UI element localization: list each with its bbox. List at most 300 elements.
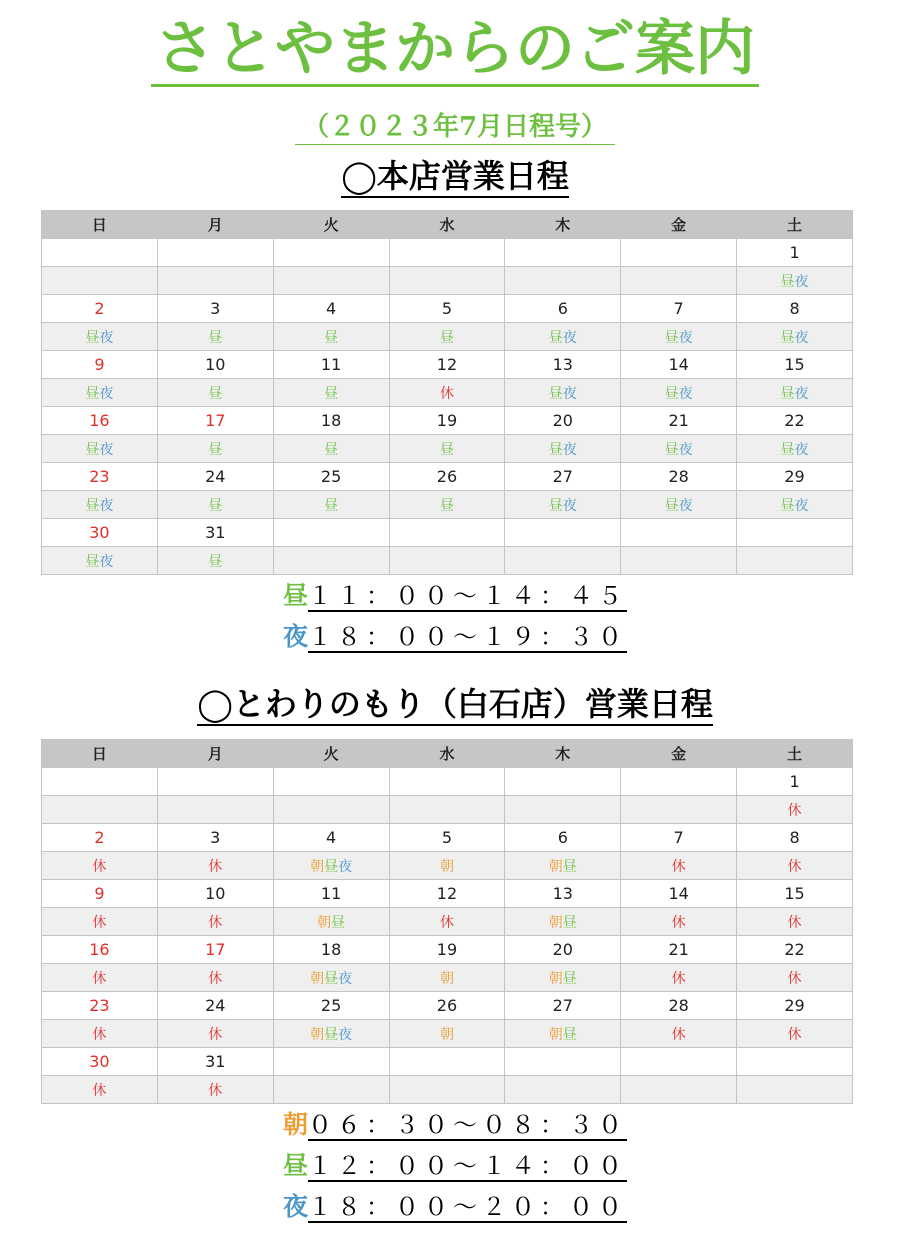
date-cell: 25 — [273, 463, 389, 491]
date-cell: 28 — [621, 992, 737, 1020]
hours-line — [0, 1191, 910, 1232]
morning-slot: 朝 — [310, 1026, 325, 1043]
dinner-slot: 夜 — [338, 858, 353, 875]
lunch-slot: 昼 — [439, 329, 454, 346]
date-cell — [42, 239, 158, 267]
date-cell: 31 — [157, 1048, 273, 1076]
honten-heading — [0, 156, 910, 198]
date-cell — [505, 239, 621, 267]
slot-cell — [505, 491, 621, 519]
date-cell: 22 — [737, 936, 853, 964]
slot-cell — [389, 908, 505, 936]
slot-cell — [42, 267, 158, 295]
date-row — [42, 519, 853, 547]
date-cell: 23 — [42, 463, 158, 491]
slot-row — [42, 1020, 853, 1048]
slot-cell — [273, 491, 389, 519]
slot-row — [42, 796, 853, 824]
slot-cell — [42, 379, 158, 407]
closed-slot: 休 — [92, 1082, 107, 1099]
issue-subtitle-text: （２０２３年7月日程号） — [295, 110, 615, 145]
slot-cell — [157, 1020, 273, 1048]
slot-cell — [42, 908, 158, 936]
closed-slot: 休 — [787, 1026, 802, 1043]
weekday-header: 木 — [505, 740, 621, 768]
lunch-slot: 昼 — [324, 385, 339, 402]
slot-cell — [737, 1020, 853, 1048]
morning-slot: 朝 — [548, 914, 563, 931]
slot-cell — [157, 379, 273, 407]
date-cell — [505, 1048, 621, 1076]
lunch-slot: 昼 — [780, 329, 795, 346]
slot-cell — [621, 323, 737, 351]
slot-cell — [42, 1020, 158, 1048]
slot-row — [42, 379, 853, 407]
lunch-slot: 昼 — [208, 329, 223, 346]
date-cell: 4 — [273, 295, 389, 323]
closed-slot: 休 — [208, 970, 223, 987]
slot-cell — [389, 852, 505, 880]
slot-cell — [157, 1076, 273, 1104]
slot-cell — [157, 435, 273, 463]
date-cell: 12 — [389, 880, 505, 908]
honten-calendar — [41, 210, 853, 575]
date-cell — [389, 519, 505, 547]
date-cell: 2 — [42, 824, 158, 852]
date-cell: 26 — [389, 463, 505, 491]
lunch-slot: 昼 — [548, 385, 563, 402]
page-title — [0, 14, 910, 88]
lunch-slot: 昼 — [562, 914, 577, 931]
hours-label: 朝 — [282, 1110, 308, 1139]
date-row — [42, 992, 853, 1020]
hours-line — [0, 1109, 910, 1150]
hours-time: １８：００～１９：３０ — [308, 623, 627, 651]
lunch-slot: 昼 — [324, 329, 339, 346]
slot-cell — [621, 852, 737, 880]
slot-cell — [505, 1076, 621, 1104]
honten-hours — [0, 580, 910, 662]
slot-row — [42, 323, 853, 351]
date-cell — [389, 239, 505, 267]
weekday-header: 水 — [389, 211, 505, 239]
weekday-header: 日 — [42, 211, 158, 239]
date-cell — [273, 768, 389, 796]
lunch-slot: 昼 — [208, 441, 223, 458]
hours-line-inner — [283, 621, 627, 653]
slot-cell — [273, 379, 389, 407]
date-cell: 29 — [737, 463, 853, 491]
date-cell: 1 — [737, 768, 853, 796]
dinner-slot: 夜 — [338, 1026, 353, 1043]
date-cell: 9 — [42, 351, 158, 379]
slot-cell — [737, 379, 853, 407]
slot-row — [42, 908, 853, 936]
morning-slot: 朝 — [439, 1026, 454, 1043]
date-cell — [621, 239, 737, 267]
slot-cell — [737, 1076, 853, 1104]
date-cell: 11 — [273, 880, 389, 908]
closed-slot: 休 — [208, 914, 223, 931]
dinner-slot: 夜 — [562, 497, 577, 514]
lunch-slot: 昼 — [324, 970, 339, 987]
date-row — [42, 239, 853, 267]
morning-slot: 朝 — [439, 858, 454, 875]
date-cell: 30 — [42, 1048, 158, 1076]
date-cell: 6 — [505, 824, 621, 852]
hours-line-inner — [283, 1109, 627, 1141]
slot-cell — [737, 796, 853, 824]
lunch-slot: 昼 — [208, 497, 223, 514]
slot-cell — [621, 1020, 737, 1048]
date-cell — [42, 768, 158, 796]
slot-cell — [505, 964, 621, 992]
lunch-slot: 昼 — [562, 970, 577, 987]
slot-cell — [157, 908, 273, 936]
date-cell: 27 — [505, 463, 621, 491]
slot-row — [42, 435, 853, 463]
date-cell: 18 — [273, 936, 389, 964]
date-cell — [621, 1048, 737, 1076]
dinner-slot: 夜 — [562, 329, 577, 346]
closed-slot: 休 — [208, 858, 223, 875]
date-cell: 19 — [389, 936, 505, 964]
date-cell: 20 — [505, 936, 621, 964]
dinner-slot: 夜 — [562, 385, 577, 402]
date-cell — [273, 1048, 389, 1076]
slot-cell — [621, 491, 737, 519]
date-cell — [157, 768, 273, 796]
slot-cell — [157, 547, 273, 575]
dinner-slot: 夜 — [794, 273, 809, 290]
lunch-slot: 昼 — [85, 553, 100, 570]
date-row — [42, 824, 853, 852]
slot-cell — [273, 547, 389, 575]
morning-slot: 朝 — [548, 1026, 563, 1043]
closed-slot: 休 — [439, 385, 454, 402]
date-cell: 16 — [42, 936, 158, 964]
slot-cell — [157, 323, 273, 351]
lunch-slot: 昼 — [85, 441, 100, 458]
lunch-slot: 昼 — [85, 385, 100, 402]
morning-slot: 朝 — [439, 970, 454, 987]
slot-cell — [389, 491, 505, 519]
slot-cell — [505, 908, 621, 936]
date-cell: 19 — [389, 407, 505, 435]
dinner-slot: 夜 — [99, 385, 114, 402]
honten-heading-text: ◯本店営業日程 — [341, 156, 569, 198]
date-row — [42, 407, 853, 435]
date-cell: 11 — [273, 351, 389, 379]
date-cell: 17 — [157, 936, 273, 964]
slot-cell — [157, 491, 273, 519]
date-cell: 24 — [157, 463, 273, 491]
date-cell: 28 — [621, 463, 737, 491]
date-cell: 6 — [505, 295, 621, 323]
slot-row — [42, 267, 853, 295]
closed-slot: 休 — [787, 970, 802, 987]
date-cell — [505, 768, 621, 796]
closed-slot: 休 — [671, 1026, 686, 1043]
date-cell: 14 — [621, 880, 737, 908]
slot-cell — [273, 796, 389, 824]
page-title-text: さとやまからのご案内 — [151, 14, 759, 87]
slot-cell — [737, 435, 853, 463]
slot-cell — [621, 379, 737, 407]
lunch-slot: 昼 — [324, 1026, 339, 1043]
date-cell: 10 — [157, 351, 273, 379]
slot-cell — [273, 1076, 389, 1104]
date-cell — [737, 519, 853, 547]
hours-time: ０６：３０～０８：３０ — [308, 1111, 627, 1139]
weekday-header: 火 — [273, 740, 389, 768]
hours-line-inner — [283, 1191, 627, 1223]
slot-cell — [273, 323, 389, 351]
date-cell: 23 — [42, 992, 158, 1020]
date-row — [42, 768, 853, 796]
dinner-slot: 夜 — [562, 441, 577, 458]
lunch-slot: 昼 — [208, 385, 223, 402]
slot-cell — [737, 323, 853, 351]
date-cell: 17 — [157, 407, 273, 435]
slot-cell — [505, 379, 621, 407]
date-cell — [621, 519, 737, 547]
closed-slot: 休 — [671, 970, 686, 987]
slot-cell — [42, 796, 158, 824]
slot-cell — [389, 1076, 505, 1104]
weekday-header: 金 — [621, 740, 737, 768]
date-row — [42, 1048, 853, 1076]
hours-line-inner — [283, 1150, 627, 1182]
slot-cell — [389, 267, 505, 295]
hours-line — [0, 1150, 910, 1191]
slot-cell — [505, 796, 621, 824]
date-cell — [389, 1048, 505, 1076]
lunch-slot: 昼 — [324, 858, 339, 875]
date-cell: 10 — [157, 880, 273, 908]
lunch-slot: 昼 — [85, 497, 100, 514]
slot-cell — [273, 852, 389, 880]
date-cell: 31 — [157, 519, 273, 547]
weekday-header: 土 — [737, 740, 853, 768]
slot-cell — [389, 1020, 505, 1048]
slot-cell — [505, 1020, 621, 1048]
weekday-header: 火 — [273, 211, 389, 239]
date-cell: 22 — [737, 407, 853, 435]
closed-slot: 休 — [92, 970, 107, 987]
dinner-slot: 夜 — [99, 441, 114, 458]
lunch-slot: 昼 — [85, 329, 100, 346]
date-cell: 26 — [389, 992, 505, 1020]
slot-cell — [505, 852, 621, 880]
hours-time: １２：００～１４：００ — [308, 1152, 627, 1180]
slot-cell — [42, 1076, 158, 1104]
date-cell: 21 — [621, 407, 737, 435]
dinner-slot: 夜 — [794, 329, 809, 346]
date-cell: 18 — [273, 407, 389, 435]
date-cell: 5 — [389, 824, 505, 852]
date-cell: 3 — [157, 824, 273, 852]
slot-cell — [621, 435, 737, 463]
slot-row — [42, 852, 853, 880]
date-cell: 20 — [505, 407, 621, 435]
hours-line-inner — [283, 580, 627, 612]
closed-slot: 休 — [787, 858, 802, 875]
slot-cell — [389, 323, 505, 351]
shiroishi-hours — [0, 1109, 910, 1232]
slot-cell — [505, 435, 621, 463]
hours-label: 夜 — [282, 622, 308, 651]
slot-row — [42, 1076, 853, 1104]
slot-cell — [621, 908, 737, 936]
lunch-slot: 昼 — [439, 497, 454, 514]
hours-label: 夜 — [282, 1192, 308, 1221]
lunch-slot: 昼 — [562, 1026, 577, 1043]
date-cell: 15 — [737, 880, 853, 908]
lunch-slot: 昼 — [562, 858, 577, 875]
morning-slot: 朝 — [310, 970, 325, 987]
slot-cell — [273, 964, 389, 992]
closed-slot: 休 — [439, 914, 454, 931]
morning-slot: 朝 — [317, 914, 332, 931]
closed-slot: 休 — [787, 802, 802, 819]
slot-cell — [621, 267, 737, 295]
lunch-slot: 昼 — [664, 441, 679, 458]
slot-cell — [42, 964, 158, 992]
dinner-slot: 夜 — [794, 497, 809, 514]
slot-cell — [621, 547, 737, 575]
slot-cell — [737, 964, 853, 992]
lunch-slot: 昼 — [548, 441, 563, 458]
slot-cell — [505, 267, 621, 295]
date-cell: 4 — [273, 824, 389, 852]
closed-slot: 休 — [208, 1082, 223, 1099]
issue-subtitle — [0, 110, 910, 145]
slot-cell — [389, 435, 505, 463]
slot-cell — [389, 796, 505, 824]
closed-slot: 休 — [92, 1026, 107, 1043]
morning-slot: 朝 — [548, 858, 563, 875]
date-cell: 13 — [505, 351, 621, 379]
date-cell: 14 — [621, 351, 737, 379]
shiroishi-calendar — [41, 739, 853, 1104]
date-cell: 1 — [737, 239, 853, 267]
morning-slot: 朝 — [310, 858, 325, 875]
date-cell: 2 — [42, 295, 158, 323]
date-cell: 16 — [42, 407, 158, 435]
hours-line — [0, 621, 910, 662]
dinner-slot: 夜 — [99, 329, 114, 346]
lunch-slot: 昼 — [664, 329, 679, 346]
date-cell — [157, 239, 273, 267]
slot-cell — [621, 964, 737, 992]
date-cell — [737, 1048, 853, 1076]
date-cell: 8 — [737, 824, 853, 852]
lunch-slot: 昼 — [439, 441, 454, 458]
date-cell: 12 — [389, 351, 505, 379]
weekday-header: 日 — [42, 740, 158, 768]
date-cell — [621, 768, 737, 796]
slot-cell — [737, 547, 853, 575]
weekday-header: 土 — [737, 211, 853, 239]
slot-row — [42, 964, 853, 992]
lunch-slot: 昼 — [548, 497, 563, 514]
slot-cell — [273, 1020, 389, 1048]
date-cell — [389, 768, 505, 796]
date-cell: 7 — [621, 824, 737, 852]
weekday-header-row — [42, 211, 853, 239]
dinner-slot: 夜 — [678, 329, 693, 346]
date-cell: 30 — [42, 519, 158, 547]
hours-line — [0, 580, 910, 621]
dinner-slot: 夜 — [794, 385, 809, 402]
date-row — [42, 351, 853, 379]
hours-label: 昼 — [282, 1151, 308, 1180]
date-cell: 5 — [389, 295, 505, 323]
date-cell: 25 — [273, 992, 389, 1020]
slot-cell — [621, 1076, 737, 1104]
hours-time: １８：００～２０：００ — [308, 1193, 627, 1221]
closed-slot: 休 — [92, 914, 107, 931]
slot-cell — [505, 323, 621, 351]
slot-cell — [737, 852, 853, 880]
closed-slot: 休 — [671, 914, 686, 931]
lunch-slot: 昼 — [780, 441, 795, 458]
lunch-slot: 昼 — [324, 497, 339, 514]
date-cell: 3 — [157, 295, 273, 323]
slot-row — [42, 547, 853, 575]
dinner-slot: 夜 — [338, 970, 353, 987]
date-cell: 27 — [505, 992, 621, 1020]
date-row — [42, 936, 853, 964]
closed-slot: 休 — [787, 914, 802, 931]
dinner-slot: 夜 — [794, 441, 809, 458]
lunch-slot: 昼 — [664, 497, 679, 514]
date-row — [42, 295, 853, 323]
slot-cell — [505, 547, 621, 575]
slot-cell — [157, 852, 273, 880]
dinner-slot: 夜 — [678, 385, 693, 402]
date-cell: 7 — [621, 295, 737, 323]
date-cell: 15 — [737, 351, 853, 379]
slot-cell — [737, 267, 853, 295]
weekday-header-row — [42, 740, 853, 768]
slot-cell — [273, 908, 389, 936]
slot-cell — [42, 547, 158, 575]
date-cell: 13 — [505, 880, 621, 908]
slot-cell — [273, 435, 389, 463]
slot-cell — [42, 323, 158, 351]
lunch-slot: 昼 — [780, 497, 795, 514]
closed-slot: 休 — [671, 858, 686, 875]
morning-slot: 朝 — [548, 970, 563, 987]
slot-cell — [273, 267, 389, 295]
lunch-slot: 昼 — [664, 385, 679, 402]
hours-label: 昼 — [282, 581, 308, 610]
slot-cell — [389, 964, 505, 992]
lunch-slot: 昼 — [331, 914, 346, 931]
date-cell: 21 — [621, 936, 737, 964]
slot-row — [42, 491, 853, 519]
slot-cell — [737, 491, 853, 519]
date-cell: 9 — [42, 880, 158, 908]
hours-time: １１：００～１４：４５ — [308, 582, 627, 610]
dinner-slot: 夜 — [99, 497, 114, 514]
date-row — [42, 880, 853, 908]
slot-cell — [42, 852, 158, 880]
closed-slot: 休 — [92, 858, 107, 875]
lunch-slot: 昼 — [208, 553, 223, 570]
